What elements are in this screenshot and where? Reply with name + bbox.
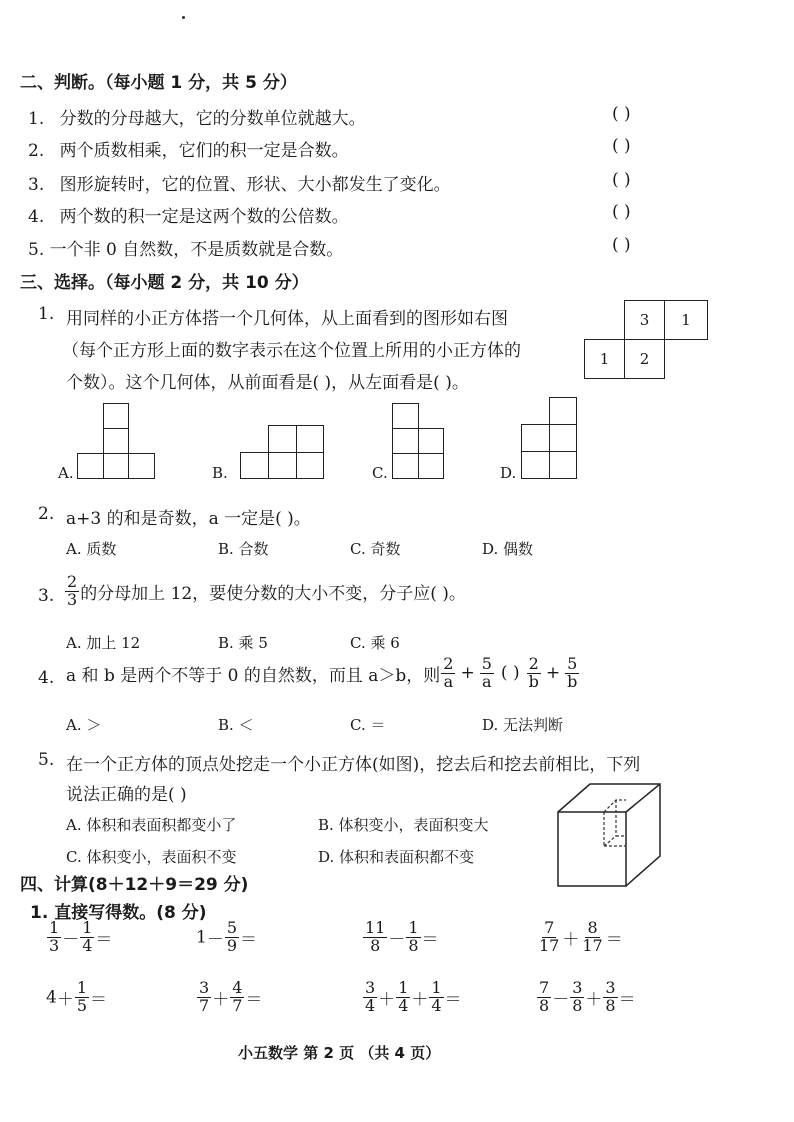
top-view-cell-2: 2 [624, 339, 665, 379]
calc-6: $\frac{3}{7}$ ＋ $\frac{4}{7}$ ＝ [199, 978, 263, 1015]
q3-option-b[interactable]: B. 乘 5 [218, 634, 268, 652]
q3-num: 3. [38, 586, 55, 606]
judge-answer-blank[interactable]: ( ) [612, 235, 631, 255]
q5-line2: 说法正确的是( ) [66, 785, 187, 805]
q4-frac-2b: $\frac{2}{b}$ [528, 654, 539, 691]
q4-stem: a 和 b 是两个不等于 0 的自然数，而且 a＞b，则 $\frac{2}{a}$ + $\frac{5}{a}$ ( ) $\frac{2}{b}$ + $\frac{5}{b}$ [66, 654, 578, 691]
q3-option-a[interactable]: A. 加上 12 [66, 634, 141, 652]
judge-num: 2. [28, 141, 45, 161]
judge-answer-blank[interactable]: ( ) [612, 202, 631, 222]
calc-2: 1－ $\frac{5}{9}$ ＝ [196, 918, 258, 955]
top-view-cell-1-right: 1 [664, 300, 708, 340]
judge-item-1 [28, 104, 366, 129]
judge-answer-blank[interactable]: ( ) [612, 170, 631, 190]
judge-num: 1. [28, 109, 45, 129]
q5-option-d[interactable]: D. 体积和表面积都不变 [318, 848, 475, 866]
section3-title: 三、选择。（每小题 2 分，共 10 分） [20, 273, 309, 293]
q1-num: 1. [38, 304, 55, 324]
q4-frac-5b: $\frac{5}{b}$ [567, 654, 578, 691]
q1-line2: （每个正方形上面的数字表示在这个位置上所用的小正方体的 [62, 341, 521, 361]
q5-option-a[interactable]: A. 体积和表面积都变小了 [66, 816, 237, 834]
section2-title: 二、判断。（每小题 1 分，共 5 分） [20, 73, 297, 93]
q3-option-c[interactable]: C. 乘 6 [350, 634, 400, 652]
judge-text: 图形旋转时，它的位置、形状、大小都发生了变化。 [59, 175, 451, 195]
judge-answer-blank[interactable]: ( ) [612, 104, 631, 124]
q1-option-a-label[interactable]: A. [58, 464, 74, 482]
judge-text: 两个质数相乘，它们的积一定是合数。 [59, 141, 349, 161]
q4-num: 4. [38, 668, 55, 688]
q2-option-b[interactable]: B. 合数 [218, 540, 269, 558]
section4-sub1: 1. 直接写得数。(8 分) [30, 903, 207, 923]
q4-frac-2a: $\frac{2}{a}$ [443, 654, 454, 691]
q3-stem [64, 574, 466, 609]
q5-option-c[interactable]: C. 体积变小，表面积不变 [66, 848, 237, 866]
judge-item-3 [28, 170, 451, 195]
scan-dot [182, 16, 185, 19]
judge-item-5 [28, 235, 343, 260]
q3-fraction: $\frac{2}{3}$ [67, 572, 78, 609]
q1-option-b-figure[interactable] [240, 425, 324, 479]
q4-text: a 和 b 是两个不等于 0 的自然数，而且 a＞b，则 [66, 665, 441, 686]
judge-answer-blank[interactable]: ( ) [612, 136, 631, 156]
q1-option-b-label[interactable]: B. [212, 464, 228, 482]
calc-3: $\frac{11}{8}$ － $\frac{1}{8}$ ＝ [365, 918, 439, 955]
top-view-cell-1-left: 1 [584, 339, 625, 379]
calc-8: $\frac{7}{8}$ － $\frac{3}{8}$ ＋ $\frac{3}{8}$ ＝ [539, 978, 636, 1015]
q3-text: 的分母加上 12，要使分数的大小不变，分子应( )。 [80, 583, 466, 604]
q1-line1: 用同样的小正方体搭一个几何体，从上面看到的图形如右图 [66, 309, 508, 329]
q2-option-c[interactable]: C. 奇数 [350, 540, 401, 558]
q4-frac-5a: $\frac{5}{a}$ [481, 654, 492, 691]
q5-line1: 在一个正方体的顶点处挖走一个小正方体(如图)，挖去后和挖去前相比，下列 [66, 755, 641, 775]
calc-4: $\frac{7}{17}$ ＋ $\frac{8}{17}$ ＝ [539, 918, 623, 955]
judge-num: 5. [28, 240, 45, 260]
q2-num: 2. [38, 504, 55, 524]
q1-option-c-label[interactable]: C. [372, 464, 388, 482]
top-view-cell-3: 3 [624, 300, 665, 340]
q1-line3: 个数）。这个几何体，从前面看是( )，从左面看是( )。 [66, 373, 469, 393]
judge-text: 两个数的积一定是这两个数的公倍数。 [59, 207, 349, 227]
calc-5: 4＋ $\frac{1}{5}$ ＝ [46, 978, 108, 1015]
judge-text: 一个非 0 自然数，不是质数就是合数。 [49, 240, 344, 260]
judge-item-2 [28, 136, 349, 161]
judge-item-4 [28, 202, 349, 227]
judge-num: 4. [28, 207, 45, 227]
section4-title: 四、计算(8＋12＋9＝29 分) [20, 875, 249, 895]
q4-option-a[interactable]: A. ＞ [66, 716, 102, 734]
judge-num: 3. [28, 175, 45, 195]
q1-option-c-figure[interactable] [392, 403, 444, 479]
calc-1: $\frac{1}{3}$ － $\frac{1}{4}$ ＝ [49, 918, 113, 955]
q4-blank[interactable]: ( ) [500, 663, 520, 684]
q2-option-d[interactable]: D. 偶数 [482, 540, 534, 558]
q4-option-d[interactable]: D. 无法判断 [482, 716, 564, 734]
q4-option-c[interactable]: C. ＝ [350, 716, 386, 734]
q2-text: a+3 的和是奇数，a 一定是( )。 [66, 509, 311, 529]
judge-text: 分数的分母越大，它的分数单位就越大。 [59, 109, 366, 129]
q1-option-d-figure[interactable] [521, 397, 577, 479]
q5-num: 5. [38, 750, 55, 770]
q5-option-b[interactable]: B. 体积变小，表面积变大 [318, 816, 489, 834]
q2-option-a[interactable]: A. 质数 [66, 540, 117, 558]
q4-option-b[interactable]: B. ＜ [218, 716, 254, 734]
q1-option-a-figure[interactable] [77, 403, 155, 479]
q1-option-d-label[interactable]: D. [500, 464, 517, 482]
calc-7: $\frac{3}{4}$ ＋ $\frac{1}{4}$ ＋ $\frac{1}{4}$ ＝ [365, 978, 462, 1015]
cube-figure [556, 780, 666, 890]
page-footer: 小五数学 第 2 页 （共 4 页） [238, 1044, 441, 1062]
